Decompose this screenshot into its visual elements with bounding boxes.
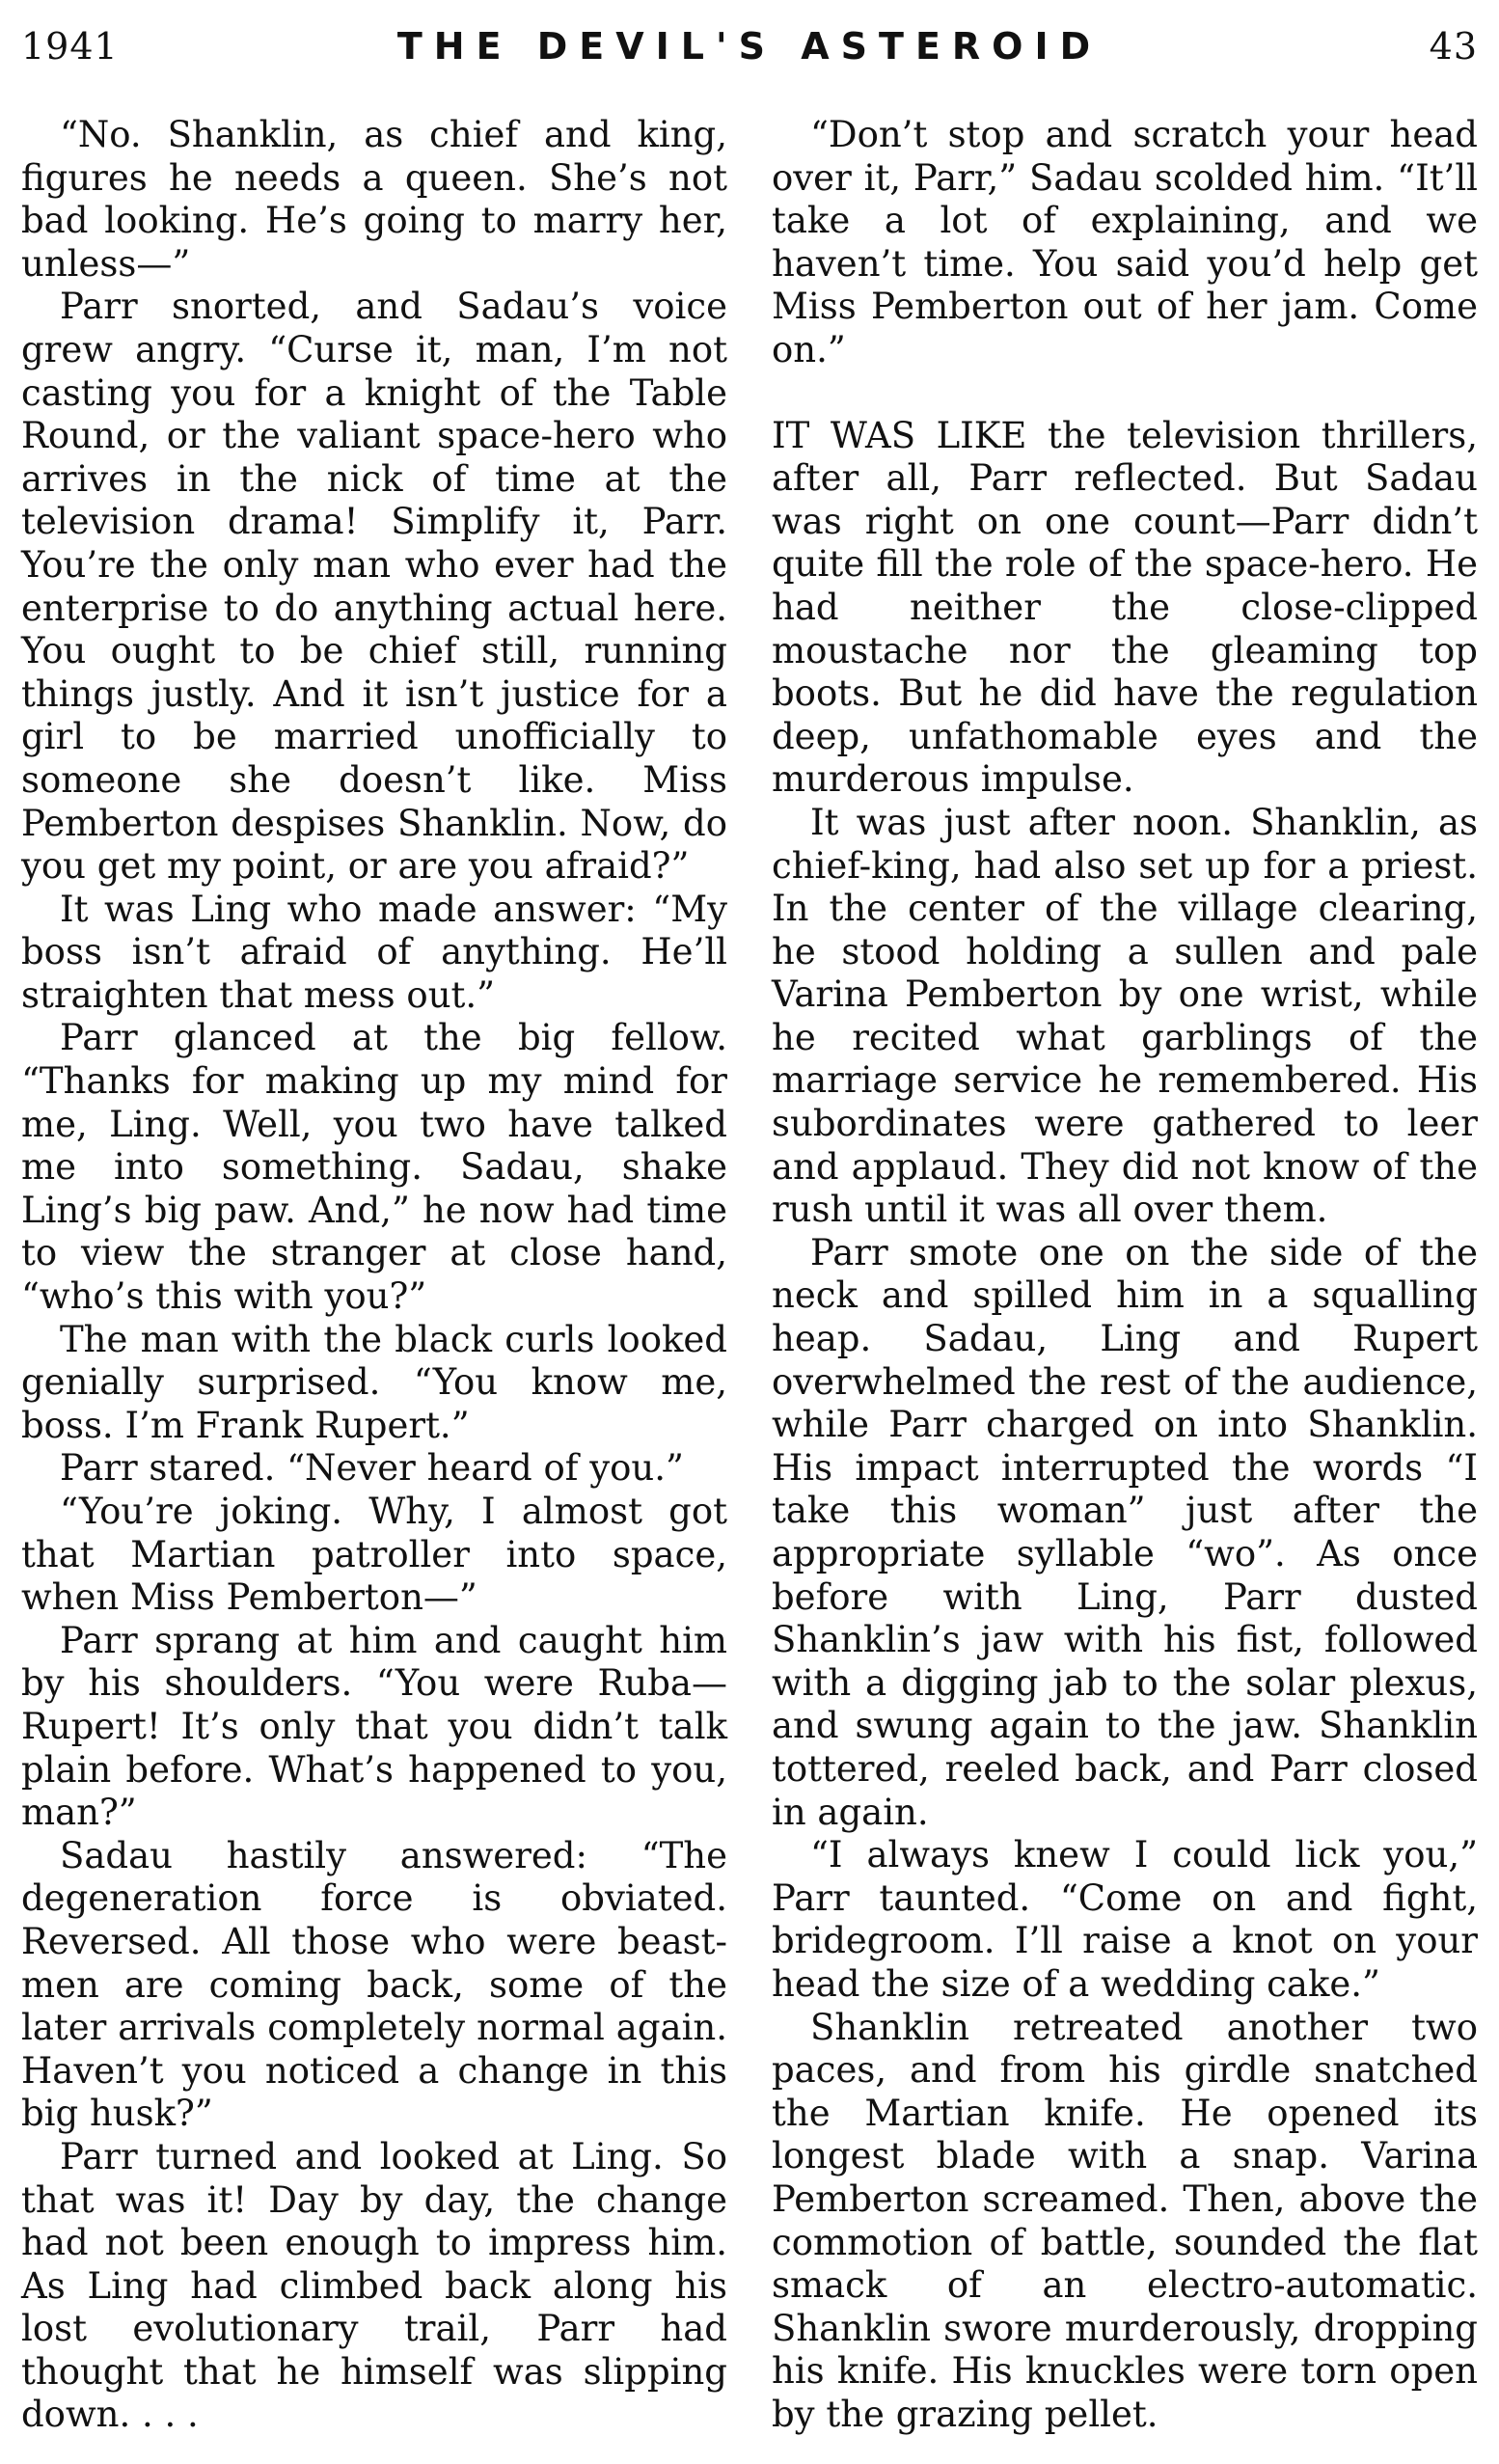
paragraph: Sadau hastily answered: “The degeneration force is obviated. Reversed. All those who were beast-men are coming back, some of the later arrivals completely normal again. Haven’t you noticed a change in this big husk?” — [21, 1834, 727, 2135]
header-year: 1941 — [21, 25, 119, 68]
paragraph: “No. Shanklin, as chief and king, figures he needs a queen. She’s not bad looking. He’s going to marry her, unless—” — [21, 114, 727, 285]
right-column — [772, 114, 1478, 2437]
paragraph: Parr stared. “Never heard of you.” — [60, 1447, 684, 1490]
paragraph: Parr smote one on the side of the neck and spilled him in a squalling heap. Sadau, Ling and Rupert overwhelmed the rest of the audience, while Parr charged on into Shanklin. His impact interrupted the words “I take this woman” just after the appropriate syllable “wo”. As once before with Ling, Parr dusted Shanklin’s jaw with his fist, followed with a digging jab to the solar plexus, and swung again to the jaw. Shanklin tottered, reeled back, and Parr closed in again. — [772, 1231, 1478, 1833]
left-column — [21, 114, 727, 2437]
text-columns — [21, 114, 1478, 2437]
paragraph: Shanklin retreated another two paces, and from his girdle snatched the Martian knife. He opened its longest blade with a snap. Varina Pemberton screamed. Then, above the commotion of battle, sounded the flat smack of an electro-automatic. Shanklin swore murderously, dropping his knife. His knuckles were torn open by the grazing pellet. — [772, 2006, 1478, 2435]
paragraph: It was Ling who made answer: “My boss isn’t afraid of anything. He’ll straighten that mess out.” — [21, 888, 727, 1016]
paragraph: Parr turned and looked at Ling. So that was it! Day by day, the change had not been enough to impress him. As Ling had climbed back along his lost evolutionary trail, Parr had thought that he himself was slipping down. . . . — [21, 2135, 727, 2436]
paragraph: It was just after noon. Shanklin, as chief-king, had also set up for a priest. In the center of the village clearing, he stood holding a sullen and pale Varina Pemberton by one wrist, while he recited what garblings of the marriage service he remembered. His subordinates were gathered to leer and applaud. They did not know of the rush until it was all over them. — [772, 801, 1478, 1231]
running-header — [21, 17, 1478, 75]
paragraph: The man with the black curls looked genially surprised. “You know me, boss. I’m Frank Rupert.” — [21, 1318, 727, 1446]
paragraph: “I always knew I could lick you,” Parr taunted. “Come on and fight, bridegroom. I’ll raise a knot on your head the size of a wedding cake.” — [772, 1834, 1478, 2005]
paragraph: Parr snorted, and Sadau’s voice grew angry. “Curse it, man, I’m not casting you for a knight of the Table Round, or the valiant space-hero who arrives in the nick of time at the television drama! Simplify it, Parr. You’re the only man who ever had the enterprise to do anything actual here. You ought to be chief still, running things justly. And it isn’t justice for a girl to be married unofficially to someone she doesn’t like. Miss Pemberton despises Shanklin. Now, do you get my point, or are you afraid?” — [21, 286, 727, 888]
paragraph: Parr sprang at him and caught him by his shoulders. “You were Ruba—Rupert! It’s only that you didn’t talk plain before. What’s happened to you, man?” — [21, 1619, 727, 1834]
paragraph: IT WAS LIKE the television thrillers, after all, Parr reflected. But Sadau was right on one count—Parr didn’t quite fill the role of the space-hero. He had neither the close-clipped moustache nor the gleaming top boots. But he did have the regulation deep, unfathomable eyes and the murderous impulse. — [772, 414, 1478, 801]
header-title: THE DEVIL'S ASTEROID — [396, 25, 1103, 68]
paragraph: “Don’t stop and scratch your head over it, Parr,” Sadau scolded him. “It’ll take a lot of explaining, and we haven’t time. You said you’d help get Miss Pemberton out of her jam. Come on.” — [772, 114, 1478, 370]
page-number: 43 — [1429, 25, 1478, 68]
paragraph: Parr glanced at the big fellow. “Thanks for making up my mind for me, Ling. Well, you two have talked me into something. Sadau, shake Ling’s big paw. And,” he now had time to view the stranger at close hand, “who’s this with you?” — [21, 1017, 727, 1318]
paragraph: “You’re joking. Why, I almost got that Martian patroller into space, when Miss Pemberton—” — [21, 1491, 727, 1619]
